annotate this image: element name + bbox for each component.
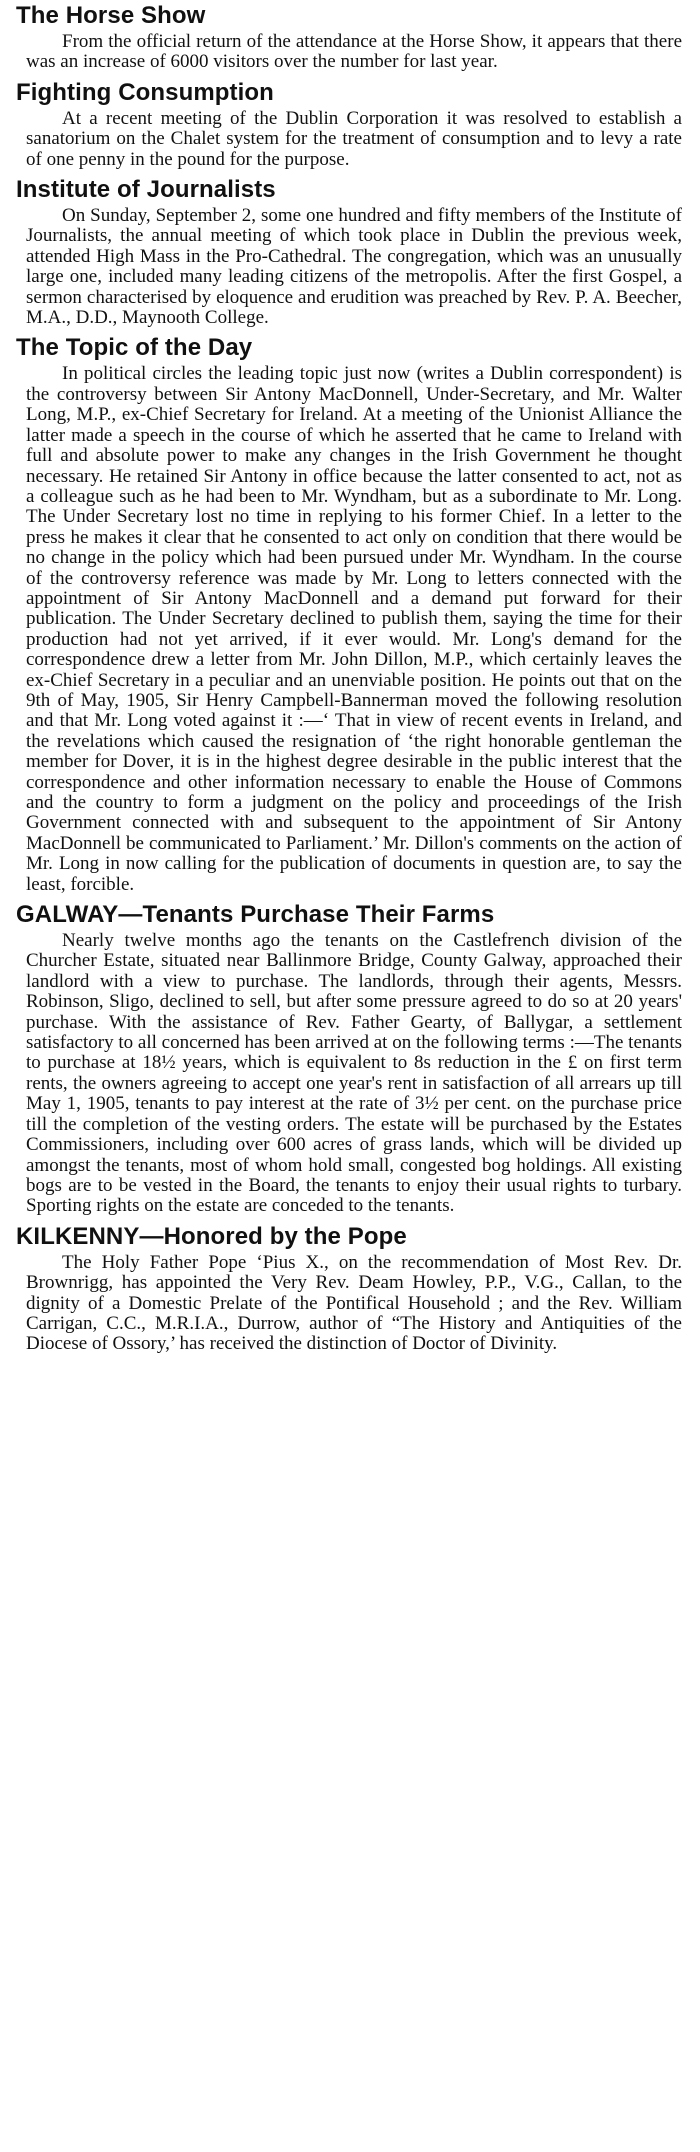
article-institute-of-journalists <box>16 176 686 328</box>
article-headline: GALWAY—Tenants Purchase Their Farms <box>16 901 495 929</box>
article-horse-show <box>16 2 686 73</box>
article-headline: Fighting Consumption <box>16 78 274 106</box>
article-body: Nearly twelve months ago the tenants on the Castlefrench division of the Churcher Estate, situated near Ballinmore Bridge, County Galway, approached their landlord with a view to purchase. The landlords, through their agents, Messrs. Robinson, Sligo, declined to sell, but after some pressure agreed to do so at 20 years' purchase. With the assistance of Rev. Father Gearty, of Ballygar, a settlement satisfactory to all concerned has been arrived at on the following terms :—The tenants to purchase at 18½ years, which is equivalent to 8s reduction in the £ on first term rents, the owners agreeing to accept one year's rent in satisfaction of all arrears up till May 1, 1905, tenants to pay interest at the rate of 3½ per cent. on the purchase price till the completion of the vesting orders. The estate will be purchased by the Estates Commissioners, including over 600 acres of grass lands, which will be divided up amongst the tenants, most of whom hold small, congested bog holdings. All existing bogs are to be vested in the Board, the tenants to enjoy their usual rights to turbary. Sporting rights on the estate are conceded to the tenants. <box>26 930 682 1217</box>
article-topic-of-the-day <box>16 334 686 895</box>
article-headline: The Horse Show <box>16 2 206 29</box>
article-body: In political circles the leading topic just now (writes a Dublin correspondent) is the controversy between Sir Antony MacDonnell, Under-Secretary, and Mr. Walter Long, M.P., ex-Chief Secretary for Ireland. At a meeting of the Unionist Alliance the latter made a speech in the course of which he asserted that he came to Ireland with full and absolute power to make any changes in the Irish Government he thought necessary. He retained Sir Antony in office because the latter consented to act, not as a colleague such as he had been to Mr. Wyndham, but as a subordinate to Mr. Long. The Under Secretary lost no time in replying to his former Chief. In a letter to the press he makes it clear that he consented to act only on condition that there would be no change in the policy which had been pursued under Mr. Wyndham. In the course of the controversy reference was made by Mr. Long to letters connected with the appointment of Sir Antony MacDonnell and a demand put forward for their publication. The Under Secretary declined to publish them, saying the time for their production had not yet arrived, if it ever would. Mr. Long's demand for the correspondence drew a letter from Mr. John Dillon, M.P., which certainly leaves the ex-Chief Secretary in a peculiar and an unenviable position. He points out that on the 9th of May, 1905, Sir Henry Campbell-Bannerman moved the following resolution and that Mr. Long voted against it :—‘ That in view of recent events in Ireland, and the revelations which caused the resignation of ‘the right honorable gentleman the member for Dover, it is in the highest degree desirable in the public interest that the correspondence and other information necessary to enable the House of Commons and the country to form a judgment on the policy and proceedings of the Irish Government connected with and subsequent to the appointment of Sir Antony MacDonnell be communicated to Parliament.’ Mr. Dillon's comments on the action of Mr. Long in now calling for the publication of documents in question are, to say the least, forcible. <box>26 363 682 895</box>
article-headline: Institute of Journalists <box>16 176 276 204</box>
article-kilkenny-honored <box>16 1223 686 1355</box>
article-body: At a recent meeting of the Dublin Corporation it was resolved to establish a sanatorium on the Chalet system for the treatment of consumption and to levy a rate of one penny in the pound for the purpose. <box>26 107 682 170</box>
article-body: On Sunday, September 2, some one hundred and fifty members of the Institute of Journalists, the annual meeting of which took place in Dublin the previous week, attended High Mass in the Pro-Cathedral. The congregation, which was an unusually large one, included many leading citizens of the metropolis. After the first Gospel, a sermon characterised by eloquence and erudition was preached by Rev. P. A. Beecher, M.A., D.D., Maynooth College. <box>26 205 682 329</box>
article-headline: KILKENNY—Honored by the Pope <box>16 1222 407 1250</box>
article-body: From the official return of the attendance at the Horse Show, it appears that there was an increase of 6000 visitors over the number for last year. <box>26 31 682 73</box>
article-fighting-consumption <box>16 79 686 170</box>
article-body: The Holy Father Pope ‘Pius X., on the recommendation of Most Rev. Dr. Brownrigg, has appointed the Very Rev. Deam Howley, P.P., V.G., Callan, to the dignity of a Domestic Prelate of the Pontifical Household ; and the Rev. William Carrigan, C.C., M.R.I.A., Durrow, author of “The History and Antiquities of the Diocese of Ossory,’ has received the distinction of Doctor of Divinity. <box>26 1251 682 1355</box>
article-headline: The Topic of the Day <box>16 334 253 362</box>
article-galway-tenants <box>16 901 686 1217</box>
